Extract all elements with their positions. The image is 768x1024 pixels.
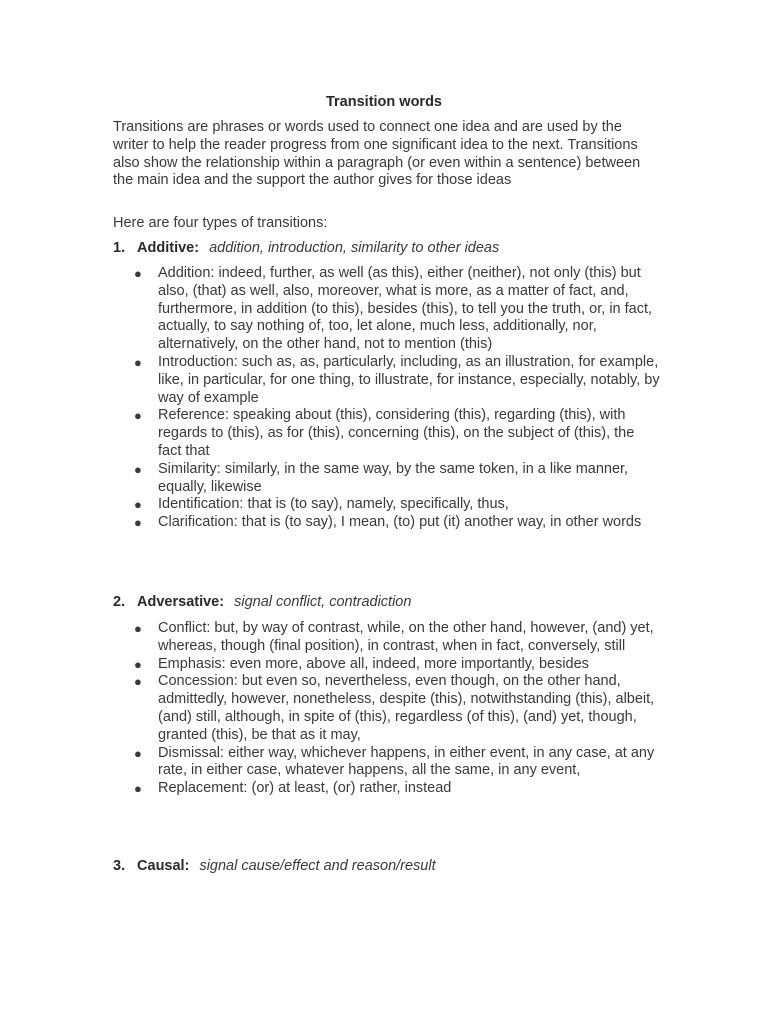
list-item-text: Introduction: such as, as, particularly, including, as an illustration, for example, like, in particular, for one thing, to illustrate, for instance, especially, notably, by way of example [158, 353, 660, 406]
bullet-icon: ● [134, 781, 142, 797]
bullet-icon: ● [134, 745, 142, 761]
section-number: 2. [113, 594, 126, 610]
bullet-icon: ● [134, 408, 142, 424]
list-item [132, 745, 660, 781]
section-number: 1. [113, 240, 126, 256]
list-item-text: Concession: but even so, nevertheless, even though, on the other hand, admittedly, however, nonetheless, despite (this), notwithstanding (this), albeit, (and) still, although, in spite of (this), regardless (of this), (and) yet, though, granted (this), be that as it may, [158, 673, 655, 743]
document-title: Transition words [325, 94, 442, 110]
list-item [132, 496, 660, 514]
list-item-text: Dismissal: either way, whichever happens, in either event, in any case, at any rate, in either case, whatever happens, all the same, in any event, [158, 744, 655, 779]
bullet-icon: ● [134, 354, 142, 370]
section-description: addition, introduction, similarity to other ideas [209, 240, 500, 256]
bullet-icon: ● [134, 656, 142, 672]
intro-paragraph: Transitions are phrases or words used to connect one idea and are used by the writer to help the reader progress from one significant idea to the next. Transitions also show the relationship within a paragraph (or even within a sentence) between the main idea and the support the author gives for those ideas [113, 119, 641, 189]
list-item [132, 656, 660, 674]
types-label: Here are four types of transitions: [113, 215, 328, 231]
list-item-text: Emphasis: even more, above all, indeed, more importantly, besides [158, 655, 589, 672]
section-number: 3. [113, 858, 126, 874]
list-item-text: Clarification: that is (to say), I mean, (to) put (it) another way, in other words [158, 514, 642, 531]
section-description: signal cause/effect and reason/result [199, 858, 436, 874]
section-additive-heading [113, 240, 499, 256]
list-item-text: Reference: speaking about (this), considering (this), regarding (this), with regards to (this), as for (this), concerning (this), on the subject of (this), the fact that [158, 407, 635, 459]
bullet-icon: ● [134, 674, 142, 690]
section-description: signal conflict, contradiction [234, 594, 412, 610]
additive-list [132, 265, 660, 532]
bullet-icon: ● [134, 461, 142, 477]
section-name: Additive: [137, 240, 200, 256]
list-item [132, 407, 660, 460]
bullet-icon: ● [134, 266, 142, 281]
list-item [132, 620, 660, 656]
section-name: Adversative: [137, 594, 225, 610]
section-name: Causal: [137, 858, 190, 874]
bullet-icon: ● [134, 497, 142, 513]
section-causal-heading [113, 858, 436, 874]
list-item-text: Similarity: similarly, in the same way, by the same token, in a like manner, equally, likewise [158, 460, 629, 495]
bullet-icon: ● [134, 621, 142, 636]
list-item [132, 514, 660, 532]
list-item [132, 265, 660, 354]
list-item-text: Replacement: (or) at least, (or) rather, instead [158, 780, 452, 797]
section-adversative-heading [113, 594, 411, 610]
bullet-icon: ● [134, 515, 142, 531]
adversative-list [132, 620, 660, 798]
list-item-text: Conflict: but, by way of contrast, while, on the other hand, however, (and) yet, whereas, though (final position), in contrast, when in fact, conversely, still [158, 620, 654, 654]
list-item-text: Identification: that is (to say), namely, specifically, thus, [158, 496, 509, 513]
list-item [132, 354, 660, 407]
list-item [132, 780, 660, 798]
list-item-text: Addition: indeed, further, as well (as this), either (neither), not only (this) but also, (that) as well, also, moreover, what is more, as a matter of fact, and, furthermore, in addition (to this), besides (this), to tell you the truth, or, in fact, actually, to say nothing of, too, let alone, much less, additionally, nor, alternatively, on the other hand, not to mention (this) [158, 265, 653, 353]
list-item [132, 673, 660, 744]
list-item [132, 461, 660, 497]
